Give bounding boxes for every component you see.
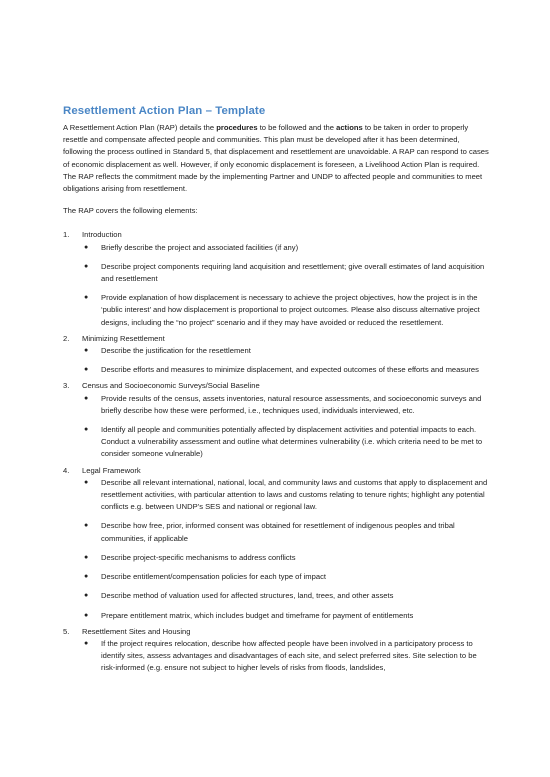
- list-item-text: Describe efforts and measures to minimize displacement, and expected outcomes of these efforts and measures: [101, 365, 479, 375]
- section-number: 2.: [63, 333, 70, 343]
- list-item: [82, 571, 491, 583]
- section-introduction: [63, 229, 491, 328]
- bullet-icon: ●: [84, 347, 89, 355]
- bullet-icon: ●: [84, 262, 89, 270]
- covers-paragraph: The RAP covers the following elements:: [63, 206, 198, 216]
- bullet-icon: ●: [84, 522, 89, 530]
- section-title: Minimizing Resettlement: [82, 333, 165, 343]
- intro-text-1: A Resettlement Action Plan (RAP) details the: [63, 123, 217, 132]
- list-item-text: Describe project-specific mechanisms to address conflicts: [101, 552, 296, 562]
- intro-paragraph: [63, 122, 491, 195]
- section-number: 4.: [63, 465, 70, 475]
- section-resettlement-sites: [63, 626, 491, 675]
- bullet-icon: ●: [84, 243, 89, 251]
- bullet-icon: ●: [84, 294, 89, 302]
- bullet-icon: ●: [84, 592, 89, 600]
- bullet-list: [63, 393, 491, 461]
- list-item: [82, 590, 491, 602]
- list-item: [82, 552, 491, 564]
- section-number: 5.: [63, 626, 70, 636]
- section-title: Introduction: [82, 230, 122, 240]
- document-body: [63, 105, 491, 679]
- list-item-text: Describe entitlement/compensation policies for each type of impact: [101, 572, 326, 582]
- list-item: [82, 520, 491, 544]
- section-number: 3.: [63, 381, 70, 391]
- section-title: Legal Framework: [82, 465, 141, 475]
- page-title: Resettlement Action Plan – Template: [63, 105, 266, 117]
- intro-text-2: to be followed and the: [257, 123, 337, 132]
- list-item-text: Describe how free, prior, informed consent was obtained for resettlement of indigenous peoples and tribal communities, if applicable: [101, 521, 455, 543]
- intro-bold-procedures: procedures: [216, 123, 258, 132]
- list-item: [82, 261, 491, 285]
- list-item: [82, 638, 491, 675]
- section-title: Resettlement Sites and Housing: [82, 626, 191, 636]
- intro-text-3: to be taken in order to properly resettle and compensate affected people and communities. This plan must be developed after it has been determined, following the process outlined in Standard 5, that displacement and resettlement are unavoidable. A RAP can respond to cases of economic displacement as well. However, if only economic displacement is foreseen, a Livelihood Action Plan is required. The RAP reflects the commitment made by the implementing Partner and UNDP to affected people and communities to meet obligations arising from resettlement.: [63, 123, 489, 194]
- list-item: [82, 610, 491, 622]
- list-item: [82, 393, 491, 417]
- list-item: [82, 242, 491, 254]
- list-item-text: Identify all people and communities potentially affected by displacement activities and potential impacts to each. Conduct a vulnerability assessment and outline what determines vulnerability (i.e. which criteria need to be met to consider someone vulnerable): [101, 425, 483, 459]
- section-minimizing-resettlement: [63, 333, 491, 377]
- bullet-icon: ●: [84, 366, 89, 374]
- bullet-icon: ●: [84, 553, 89, 561]
- list-item: [82, 364, 491, 376]
- list-item-text: Describe all relevant international, national, local, and community laws and customs that apply to displacement and resettlement activities, with particular attention to laws and customs relating to tenure rights; highlight any potential conflicts e.g. between UNDP’s SES and national or regional law.: [101, 477, 488, 512]
- bullet-list: [63, 638, 491, 675]
- section-legal-framework: [63, 465, 491, 622]
- list-item-text: Provide explanation of how displacement is necessary to achieve the project objectives, how the project is in the ‘public interest’ and how displacement is proportional to project outcomes. Please also discuss alternative project designs, including the “no project” scenario and if they may have avoided or reduced the resettlement.: [101, 293, 480, 327]
- list-item-text: If the project requires relocation, describe how affected people have been involved in a participatory process to identify sites, assess advantages and disadvantages of each site, and select preferred sites. Site selection to be risk-informed (e.g. ensure not subject to higher levels of risks from floods, landslides,: [101, 638, 477, 673]
- bullet-icon: ●: [84, 394, 89, 402]
- bullet-list: [63, 345, 491, 376]
- list-item-text: Describe the justification for the resettlement: [101, 346, 251, 356]
- list-item: [82, 477, 491, 514]
- list-item: [82, 424, 491, 461]
- bullet-list: [63, 242, 491, 329]
- list-item-text: Prepare entitlement matrix, which includes budget and timeframe for payment of entitlements: [101, 610, 414, 620]
- section-number: 1.: [63, 230, 70, 240]
- intro-bold-actions: actions: [336, 123, 363, 132]
- bullet-icon: ●: [84, 573, 89, 581]
- bullet-list: [63, 477, 491, 622]
- section-list: [63, 229, 491, 674]
- bullet-icon: ●: [84, 611, 89, 619]
- list-item: [82, 345, 491, 357]
- section-census-surveys: [63, 380, 491, 460]
- list-item-text: Describe project components requiring land acquisition and resettlement; give overall estimates of land acquisition and resettlement: [101, 261, 485, 284]
- bullet-icon: ●: [84, 426, 89, 434]
- list-item-text: Describe method of valuation used for affected structures, land, trees, and other assets: [101, 591, 394, 601]
- bullet-icon: ●: [84, 639, 89, 647]
- bullet-icon: ●: [84, 478, 89, 486]
- list-item-text: Briefly describe the project and associated facilities (if any): [101, 242, 299, 252]
- list-item: [82, 292, 491, 329]
- section-title: Census and Socioeconomic Surveys/Social Baseline: [82, 381, 260, 391]
- list-item-text: Provide results of the census, assets inventories, natural resource assessments, and socioeconomic surveys and briefly describe how these were performed, i.e., techniques used, individuals interviewed, etc.: [101, 393, 482, 415]
